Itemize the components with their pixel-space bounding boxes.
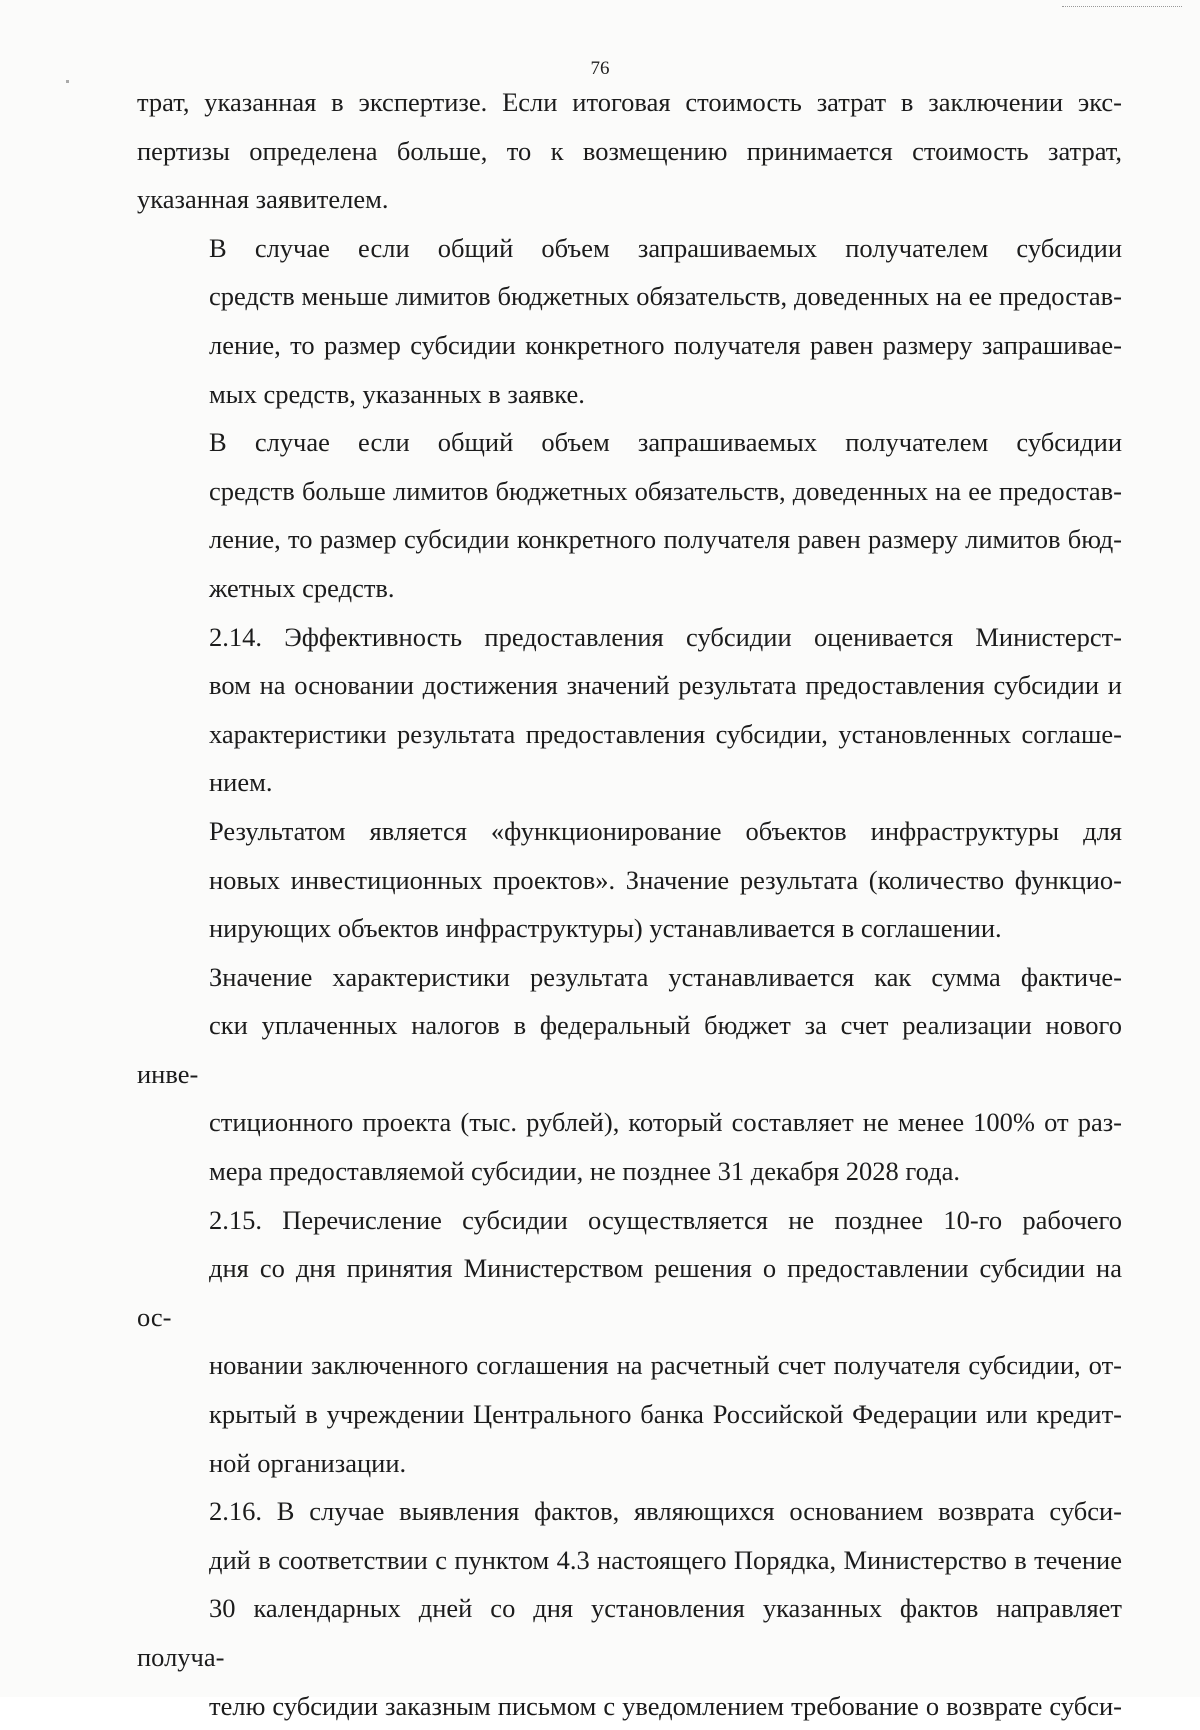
text-line: 2.14. Эффективность предоставления субсидии оценивается Министерст- <box>209 621 1122 652</box>
paragraph <box>137 953 1122 1196</box>
paragraph <box>137 224 1122 418</box>
paragraph <box>137 418 1122 612</box>
text-line: дня со дня принятия Министерством решения о предоставлении субсидии на ос- <box>137 1253 1122 1332</box>
text-line: 30 календарных дней со дня установления указанных фактов направляет получа- <box>137 1593 1122 1672</box>
document-body <box>137 78 1122 1730</box>
paragraph <box>137 613 1122 807</box>
text-line: новании заключенного соглашения на расчетный счет получателя субсидии, от- <box>209 1350 1122 1381</box>
text-line: средств больше лимитов бюджетных обязательств, доведенных на ее предостав- <box>209 475 1122 506</box>
text-line: нием. <box>209 767 273 798</box>
text-line: ление, то размер субсидии конкретного получателя равен размеру лимитов бюд- <box>209 524 1122 555</box>
text-line: ление, то размер субсидии конкретного получателя равен размеру запрашивае- <box>209 329 1122 360</box>
text-line: трат, указанная в экспертизе. Если итоговая стоимость затрат в заключении экс- <box>137 87 1122 117</box>
text-line: В случае если общий объем запрашиваемых получателем субсидии <box>209 427 1122 458</box>
text-line: указанная заявителем. <box>137 184 389 215</box>
text-line: жетных средств. <box>209 572 395 603</box>
paragraph <box>137 807 1122 953</box>
text-line: Значение характеристики результата устанавливается как сумма фактиче- <box>209 961 1122 992</box>
text-line: стиционного проекта (тыс. рублей), который составляет не менее 100% от раз- <box>209 1107 1122 1138</box>
text-line: мера предоставляемой субсидии, не позднее 31 декабря 2028 года. <box>209 1156 960 1187</box>
text-line: мых средств, указанных в заявке. <box>209 378 585 409</box>
text-line: ски уплаченных налогов в федеральный бюджет за счет реализации нового инве- <box>137 1010 1122 1089</box>
scan-speck <box>66 80 69 83</box>
text-line: телю субсидии заказным письмом с уведомлением требование о возврате субси- <box>209 1690 1122 1721</box>
page-number: 76 <box>590 58 610 79</box>
text-line: Результатом является «функционирование объектов инфраструктуры для <box>209 815 1122 846</box>
paragraph <box>137 78 1122 224</box>
text-line: дий в соответствии с пунктом 4.3 настоящего Порядка, Министерство в течение <box>209 1544 1122 1575</box>
text-line: характеристики результата предоставления субсидии, установленных соглаше- <box>209 718 1122 749</box>
text-line: новых инвестиционных проектов». Значение результата (количество функцио- <box>209 864 1122 895</box>
paragraph <box>137 1487 1122 1730</box>
text-line: крытый в учреждении Центрального банка Российской Федерации или кредит- <box>209 1399 1122 1430</box>
text-line: средств меньше лимитов бюджетных обязательств, доведенных на ее предостав- <box>209 281 1122 312</box>
text-line: 2.15. Перечисление субсидии осуществляется не позднее 10-го рабочего <box>209 1204 1122 1235</box>
text-line: 2.16. В случае выявления фактов, являющихся основанием возврата субси- <box>209 1496 1122 1527</box>
text-line: вом на основании достижения значений результата предоставления субсидии и <box>209 670 1122 701</box>
text-line: ной организации. <box>209 1447 407 1478</box>
paragraph <box>137 1196 1122 1488</box>
scan-edge-mark <box>1062 0 1182 7</box>
text-line: нирующих объектов инфраструктуры) устанавливается в соглашении. <box>209 913 1002 944</box>
text-line: В случае если общий объем запрашиваемых получателем субсидии <box>209 232 1122 263</box>
text-line: пертизы определена больше, то к возмещению принимается стоимость затрат, <box>137 135 1122 166</box>
